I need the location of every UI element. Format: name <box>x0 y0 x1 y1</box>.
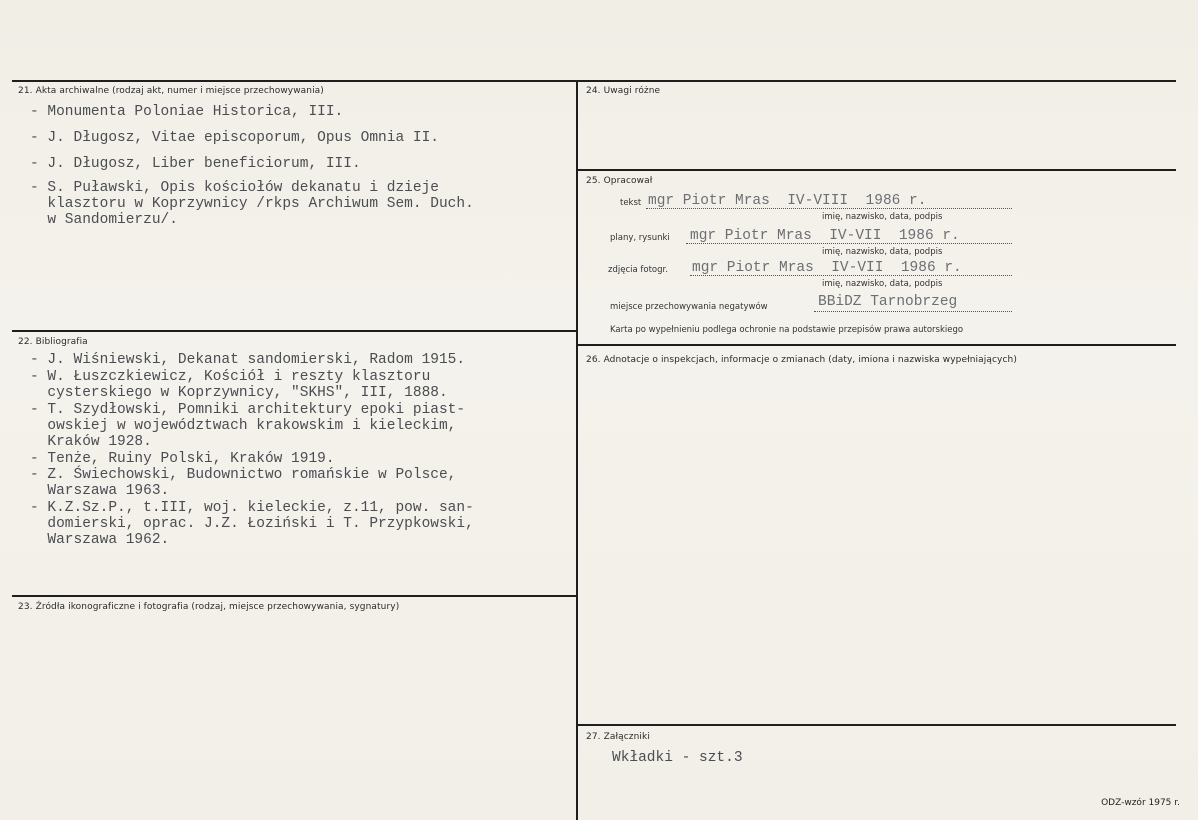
negatywy-value: BBiDZ Tarnobrzeg <box>818 294 958 310</box>
rule-22-23 <box>12 595 576 597</box>
rule-25-26 <box>578 344 1176 346</box>
section-23-label: 23. Źródła ikonograficzne i fotografia (rodzaj, miejsce przechowywania, sygnatury) <box>18 602 400 612</box>
section-27-label: 27. Załączniki <box>586 732 650 742</box>
archival-item: - J. Długosz, Liber beneficiorum, III. <box>30 156 361 172</box>
center-divider <box>576 80 578 820</box>
attachments-value: Wkładki - szt.3 <box>612 750 743 766</box>
bibliography-item: - W. Łuszczkiewicz, Kościół i reszty klasztoru cysterskiego w Koprzywnicy, "SKHS", III, 1888. <box>30 369 448 401</box>
negatywy-line <box>814 311 1012 312</box>
archival-item: - S. Puławski, Opis kościołów dekanatu i dzieje klasztoru w Koprzywnicy /rkps Archiwum Sem. Duch. w Sandomierzu/. <box>30 180 474 228</box>
archival-item: - Monumenta Poloniae Historica, III. <box>30 104 344 120</box>
negatywy-label: miejsce przechowywania negatywów <box>610 302 768 312</box>
section-21-label: 21. Akta archiwalne (rodzaj akt, numer i miejsce przechowywania) <box>18 86 324 96</box>
rule-21-22 <box>12 330 576 332</box>
bibliography-item: - Tenże, Ruiny Polski, Kraków 1919. <box>30 451 335 467</box>
bibliography-item: - J. Wiśniewski, Dekanat sandomierski, Radom 1915. <box>30 352 466 368</box>
form-code: ODZ-wzór 1975 r. <box>1101 798 1180 808</box>
section-24-label: 24. Uwagi różne <box>586 86 661 96</box>
tekst-caption: imię, nazwisko, data, podpis <box>822 212 943 222</box>
bibliography-item: - K.Z.Sz.P., t.III, woj. kieleckie, z.11, pow. san- domierski, oprac. J.Z. Łoziński i T. Przypkowski, Warszawa 1962. <box>30 500 474 548</box>
zdjecia-label: zdjęcia fotogr. <box>608 265 668 275</box>
bibliography-item: - T. Szydłowski, Pomniki architektury epoki piast- owskiej w województwach krakowskim i kieleckim, Kraków 1928. <box>30 402 466 450</box>
zdjecia-caption: imię, nazwisko, data, podpis <box>822 279 943 289</box>
zdjecia-value: mgr Piotr Mras IV-VII 1986 r. <box>692 260 962 276</box>
section-25-label: 25. Opracował <box>586 176 653 186</box>
tekst-label: tekst <box>620 198 642 208</box>
section-22-label: 22. Bibliografia <box>18 337 88 347</box>
rule-24-25 <box>578 169 1176 171</box>
rule-26-27 <box>578 724 1176 726</box>
plany-caption: imię, nazwisko, data, podpis <box>822 247 943 257</box>
bibliography-item: - Z. Świechowski, Budownictwo romańskie w Polsce, Warszawa 1963. <box>30 467 457 499</box>
archival-item: - J. Długosz, Vitae episcoporum, Opus Omnia II. <box>30 130 439 146</box>
section-26-label: 26. Adnotacje o inspekcjach, informacje o zmianach (daty, imiona i nazwiska wypełniających) <box>586 355 1017 365</box>
plany-label: plany, rysunki <box>610 233 670 243</box>
copyright-note: Karta po wypełnieniu podlega ochronie na podstawie przepisów prawa autorskiego <box>610 325 964 335</box>
top-rule <box>12 80 1176 82</box>
tekst-value: mgr Piotr Mras IV-VIII 1986 r. <box>648 193 927 209</box>
plany-value: mgr Piotr Mras IV-VII 1986 r. <box>690 228 960 244</box>
